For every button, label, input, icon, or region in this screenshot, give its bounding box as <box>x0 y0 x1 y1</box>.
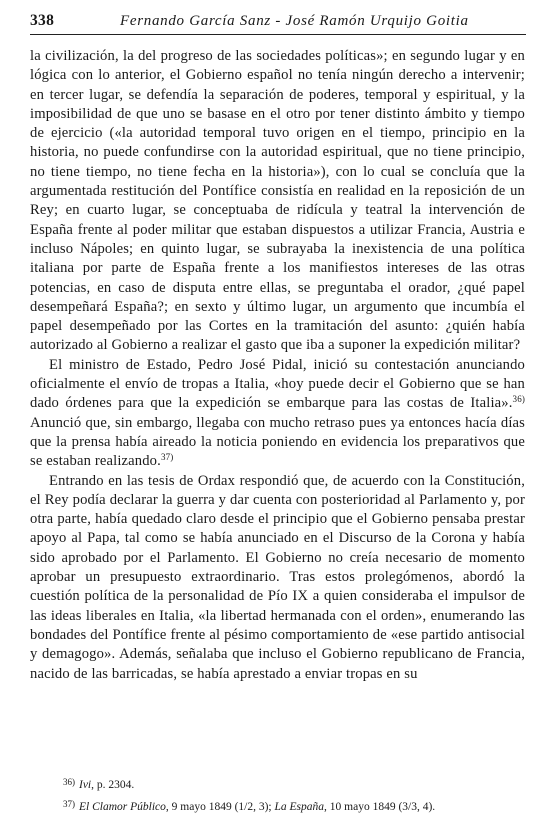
footnote-source: La España <box>274 801 325 813</box>
footnote-mark: 37) <box>63 799 75 809</box>
paragraph <box>30 356 525 472</box>
page-header <box>30 10 526 35</box>
footnote <box>63 795 523 817</box>
footnote-text: , 9 mayo 1849 (1/2, 3); <box>165 801 275 813</box>
footnote-source: El Clamor Público <box>79 801 166 813</box>
page-number: 338 <box>30 12 55 29</box>
paragraph-text: El ministro de Estado, Pedro José Pidal, inició su contestación anunciando oficialmente el envío de tropas a Italia, «hoy puede decir el Gobierno que se han dado órdenes para que la expedición se embarque para las costas de Italia». <box>30 356 525 412</box>
paragraph-text: Entrando en las tesis de Ordax respondió que, de acuerdo con la Constitución, el Rey podía declarar la guerra y dar cuenta con posterioridad al Parlamento y, por otra parte, había quedado claro desde el principio que el Gobierno pensaba prestar apoyo al Papa, tal como se había anunciado en el Discurso de la Corona y había sido aprobado por el Parlamento. El Gobierno no creía necesario de momento aprobar un presupuesto extraordinario. Tras estos prolegómenos, abordó la cuestión política de la personalidad de Pío IX a quien consideraba el impulsor de las ideas liberales en Italia, «la libertad hermanada con el orden», enumerando las bondades del Pontífice frente al pésimo comportamiento de «ese partido antisocial y demagogo». Además, señalaba que incluso el Gobierno republicano de Francia, nacido de las barricadas, se había aprestado a enviar tropas en su <box>30 472 525 682</box>
footnotes <box>63 773 523 817</box>
paragraph <box>30 472 525 684</box>
body-text <box>30 47 525 684</box>
footnote-text: , p. 2304. <box>91 779 135 791</box>
footnote-source: Ivi <box>79 779 92 791</box>
paragraph-text: la civilización, la del progreso de las sociedades políticas»; en segundo lugar y en lógica con lo anterior, el Gobierno español no tenía ningún derecho a intervenir; en tercer lugar, se defendía la separación de poderes, temporal y espiritual, y la imposibilidad de que uno se basase en el otro por tener distinto ámbito y tiempo de ejercicio («la autoridad temporal tuvo origen en el tiempo, principio en la historia, no puede confundirse con la autoridad espiritual, que no tiene principio, no tiene tiempo, no tiene fecha en la historia»), con lo cual se concluía que la argumentada restitución del Pontífice consistía en realidad en la reposición de un Rey; en cuarto lugar, se conceptuaba de ridícula y teatral la intervención de España frente al poder militar que estaban dispuestos a utilizar Francia, Austria e incluso Nápoles; en quinto lugar, se subrayaba la inexistencia de una política italiana por parte de España frente a los manifiestos intereses de las otras potencias, en caso de disputa entre ellas, se preguntaba el orador, ¿qué papel desempeñará España?; en sexto y último lugar, un argumento que incumbía el papel desempeñado por las Cortes en la tramitación del asunto: ¿quién había autorizado al Gobierno a realizar el gasto que iba a suponer la expedición militar? <box>30 48 525 354</box>
footnote-mark: 36) <box>63 777 75 787</box>
running-head: Fernando García Sanz - José Ramón Urquijo Goitia <box>120 13 469 29</box>
footnote-ref: 37) <box>160 452 174 463</box>
paragraph-text: Anunció que, sin embargo, llegaba con mucho retraso pues ya entonces hacía días que la prensa había aireado la noticia poniendo en evidencia los preparativos que se estaban realizando. <box>30 414 525 470</box>
footnote-text: , 10 mayo 1849 (3/3, 4). <box>324 801 436 813</box>
footnote-ref: 36) <box>512 394 525 405</box>
paragraph <box>30 47 525 356</box>
footnote <box>63 773 523 795</box>
